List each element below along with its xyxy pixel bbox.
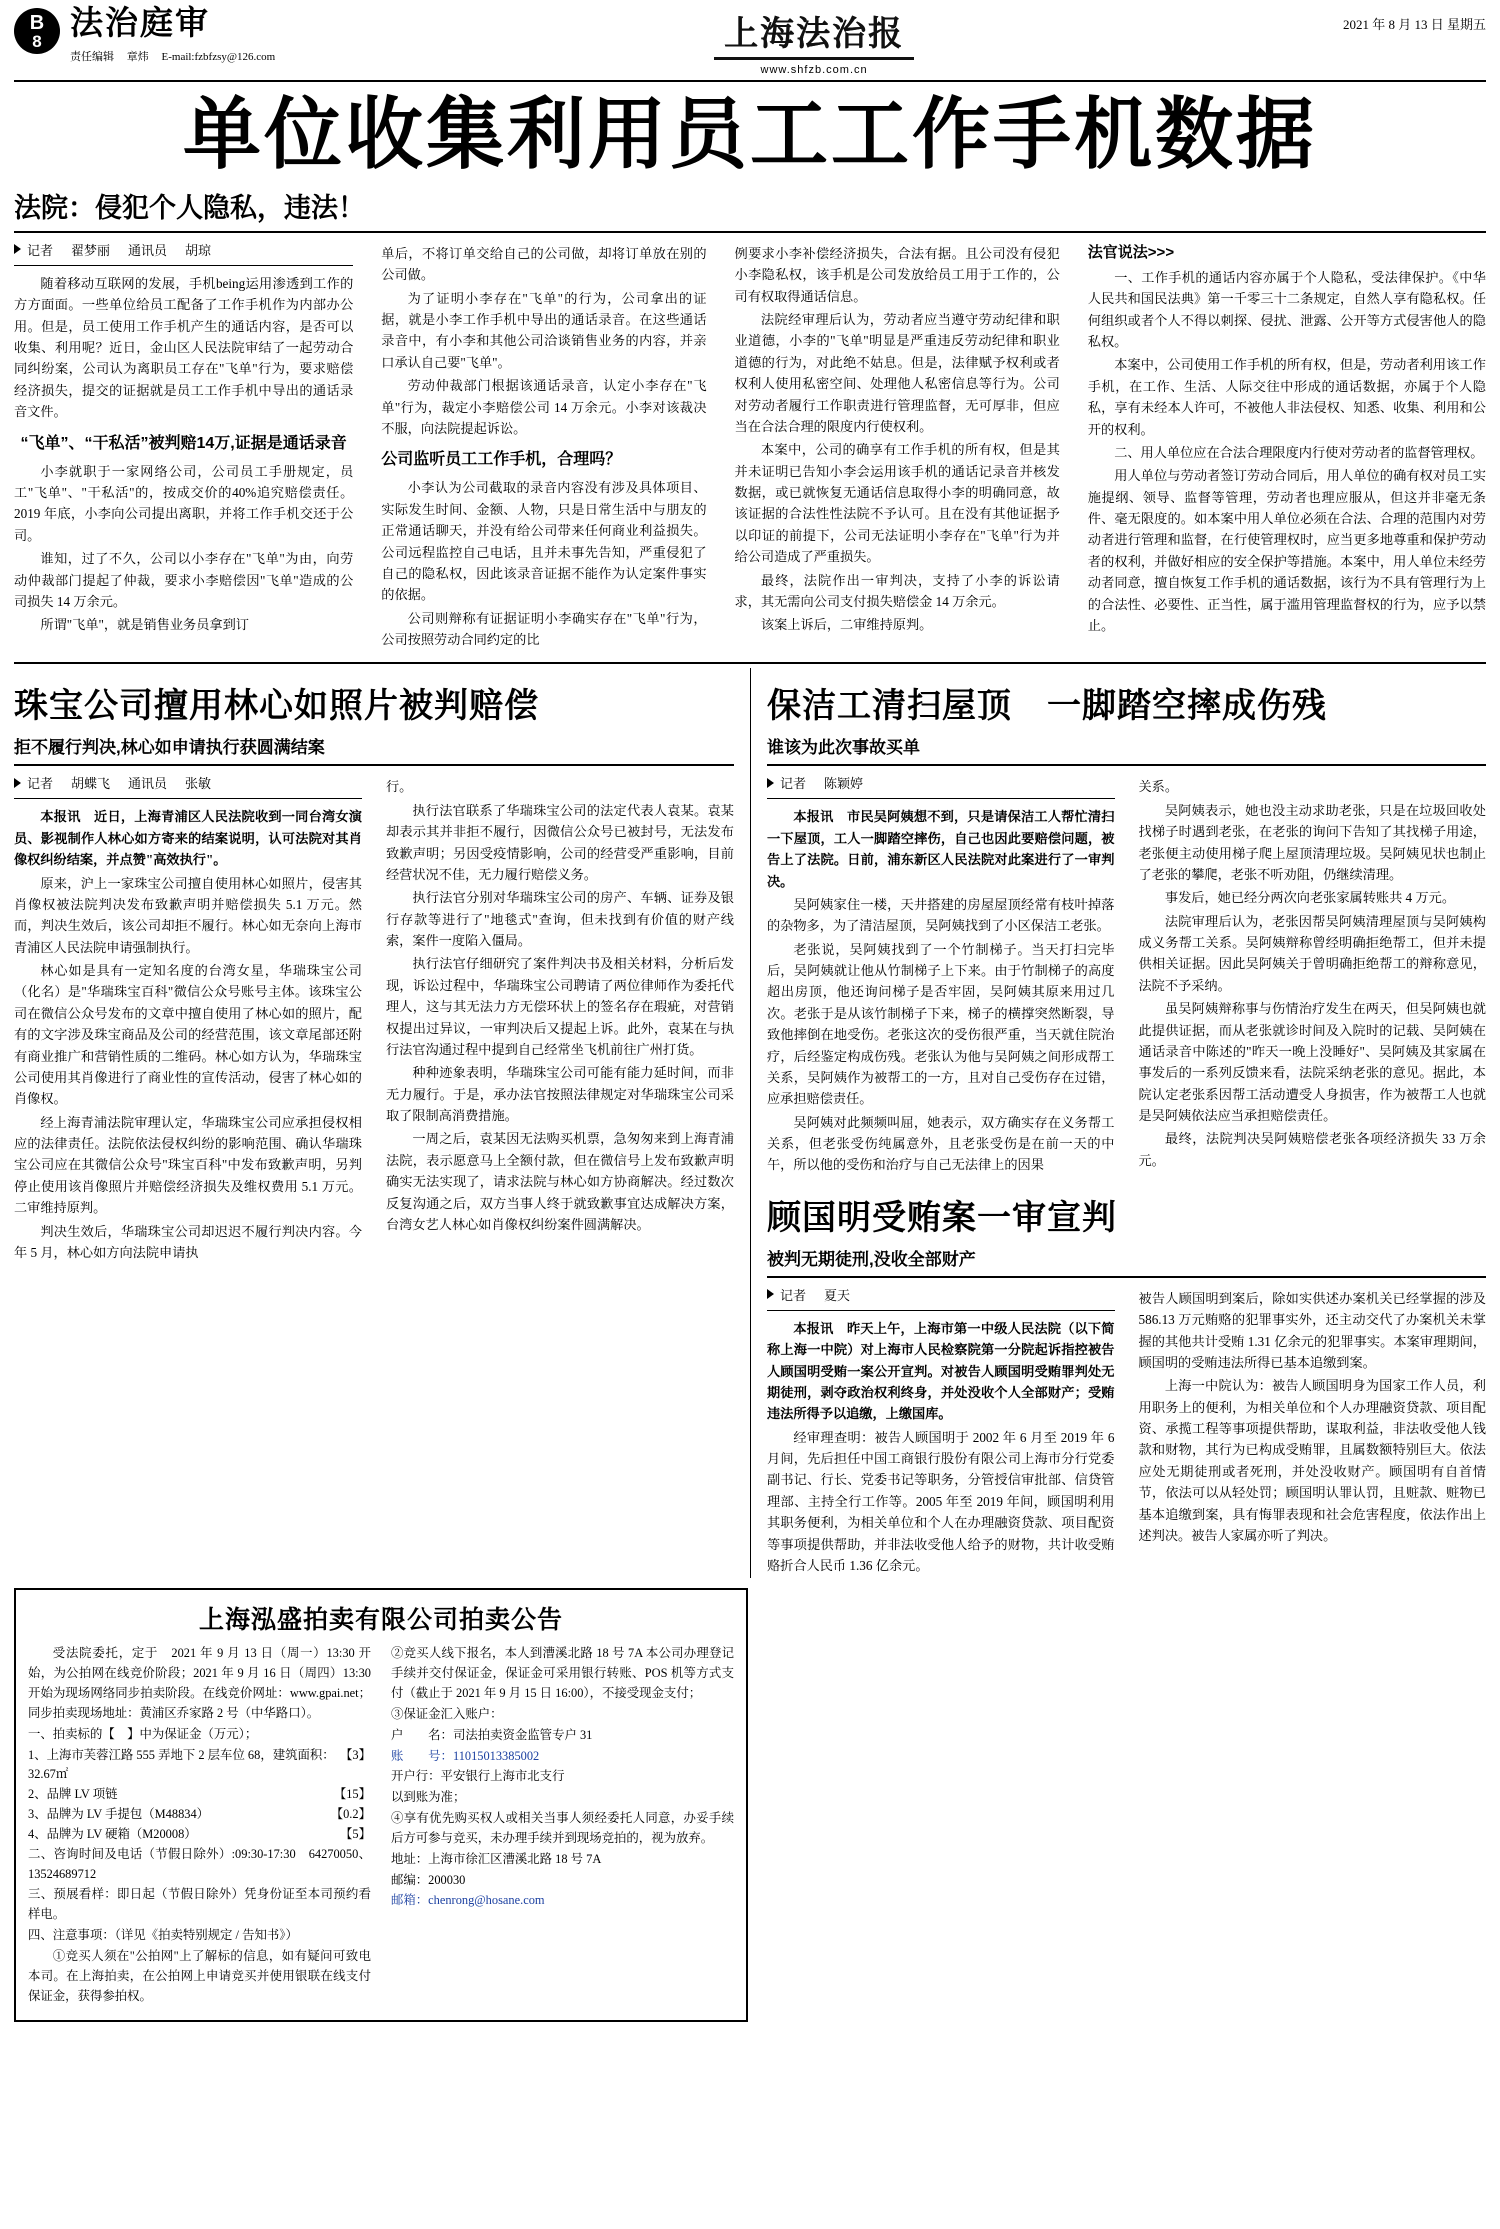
paragraph: 被告人顾国明到案后，除如实供述办案机关已经掌握的涉及 586.13 万元贿赂的犯罪事实外，还主动交代了办案机关未掌握的其他共计受贿 1.31 亿余元的犯罪事实。本案审理期间，顾国明的受贿违法所得已基本追缴到案。 bbox=[1138, 1290, 1486, 1370]
paragraph: 一、工作手机的通话内容亦属于个人隐私，受法律保护。《中华人民共和国民法典》第一千零三十二条规定，自然人享有隐私权。任何组织或者个人不得以刺探、侵扰、泄露、公开等方式侵害他人的隐私权。 bbox=[1087, 269, 1486, 350]
paragraph: 上海一中院认为：被告人顾国明身为国家工作人员，利用职务上的便利，为相关单位和个人办理融资贷款、项目配资、承揽工程等事项提供帮助，谋取利益，非法收受他人钱款和财物，其行为已构成受贿罪，且属数额特别巨大。依法应处无期徒刑或者死刑，并处没收财产。顾国明有自首情节，依法可以从轻处罚；顾国明认罪认罚，且赃款、赃物已基本追缴到案，具有悔罪表现和社会危害程度，依法作出上述判决。被告人家属亦听了判决。 bbox=[1138, 1378, 1486, 1543]
auction-postcode: 邮编：200030 bbox=[391, 1872, 466, 1887]
paragraph: 公司则辩称有证据证明小李确实存在"飞单"行为，公司按照劳动合同约定的比 bbox=[381, 610, 707, 648]
bottom-right-spacer bbox=[750, 1578, 1486, 2021]
byline-rule bbox=[14, 265, 353, 266]
auction-notice bbox=[14, 1588, 748, 2021]
right-half bbox=[750, 668, 1486, 1578]
auction-bank: 开户行：平安银行上海市北支行 bbox=[391, 1769, 565, 1784]
auction-item-text: 4、品牌为 LV 硬箱（M20008） bbox=[28, 1826, 197, 1841]
gu-columns bbox=[767, 1278, 1486, 1579]
auction-item bbox=[28, 1746, 371, 1786]
auction-columns bbox=[28, 1644, 734, 2007]
paragraph: 本报讯 近日，上海青浦区人民法院收到一同台湾女演员、影视制作人林心如方寄来的结案说明，认可法院对其肖像权纠纷结案，并点赞"高效执行"。 bbox=[14, 809, 362, 868]
lead-byline bbox=[14, 240, 353, 259]
badge-letter: B bbox=[29, 11, 45, 34]
jewelry-title: 珠宝公司擅用林心如照片被判赔偿 bbox=[14, 687, 539, 726]
paragraph: 原来，沪上一家珠宝公司擅自使用林心如照片，侵害其肖像权被法院判决发布致歉声明并赔偿损失 5.1 万元。然而，判决生效后，该公司却拒不履行。林心如无奈向上海市青浦区人民法院申请强制执行。 bbox=[14, 875, 362, 955]
lead-story-columns bbox=[0, 233, 1500, 653]
gu-byline bbox=[767, 1285, 1115, 1304]
byline-marker-icon bbox=[767, 778, 774, 788]
paragraph: 单后，不将订单交给自己的公司做，却将订单放在别的公司做。 bbox=[381, 245, 707, 283]
expert-section-title: 法官说法>>> bbox=[1087, 243, 1175, 261]
paragraph: 最终，法院作出一审判决，支持了小李的诉讼请求，其无需向公司支付损失赔偿金 14 万余元。 bbox=[734, 572, 1060, 609]
auction-item bbox=[28, 1825, 371, 1845]
cleaner-subtitle: 谁该为此次事故买单 bbox=[767, 738, 920, 758]
lead-col-4-expert bbox=[1074, 233, 1486, 653]
paragraph: 老张说，吴阿姨找到了一个竹制梯子。当天打扫完毕后，吴阿姨就让他从竹制梯子上下来。由于竹制梯子的高度超出房顶，他还询问梯子是否牢固，吴阿姨其原来用过几次。老张于是从该竹制梯子下来，梯子的横撑突然断裂，导致他摔倒在地受伤。老张这次的受伤很严重，当天就住院治疗，后经鉴定构成伤残。老张认为他与吴阿姨之间形成帮工关系，吴阿姨作为被帮工的一方，且对自己受伤存在过错，应承担赔偿责任。 bbox=[767, 941, 1115, 1107]
auction-note: ②竞买人线下报名，本人到漕溪北路 18 号 7A 本公司办理登记手续并交付保证金，保证金可采用银行转账、POS 机等方式支付（截止于 2021 年 9 月 15 日 16:00），不接受现金支付； bbox=[391, 1646, 734, 1701]
paragraph: 种种迹象表明，华瑞珠宝公司可能有能力延时间，而非无力履行。于是，承办法官按照法律规定对华瑞珠宝公司采取了限制高消费措施。 bbox=[386, 1065, 734, 1124]
auction-account-name: 户 名：司法拍卖资金监管专户 31 bbox=[391, 1727, 593, 1742]
paragraph: 执行法官仔细研究了案件判决书及相关材料，分析后发现，诉讼过程中，华瑞珠宝公司聘请了两位律师作为委托代理人，这与其无法力方无偿环状上的签名存在瑕疵，对营销权提出过异议，一审判决后又提起上诉。此外，袁某在与执行法官沟通过程中提到自己经常坐飞机前往广州打货。 bbox=[386, 956, 734, 1057]
paragraph: 为了证明小李存在"飞单"的行为，公司拿出的证据，就是小李工作手机中导出的通话录音。在这些通话录音中，有小李和其他公司洽谈销售业务的内容，并亲口承认自己要"飞单"。 bbox=[381, 290, 707, 370]
article-gu bbox=[767, 1190, 1486, 1579]
paragraph: 最终，法院判决吴阿姨赔偿老张各项经济损失 33 万余元。 bbox=[1138, 1131, 1486, 1168]
reporter-name: 胡蝶飞 bbox=[71, 776, 111, 792]
paragraph: 吴阿姨表示，她也没主动求助老张，只是在垃圾回收处找梯子时遇到老张，在老张的询问下告知了其找梯子用途，老张便主动使用梯子爬上屋顶清理垃圾。吴阿姨见状也制止了老张的攀爬，老张不听劝阻，仍继续清理。 bbox=[1138, 802, 1486, 882]
paragraph: 虽吴阿姨辩称事与伤情治疗发生在两天，但吴阿姨也就此提供证据，而从老张就诊时间及入院时的记载、吴阿姨在通话录音中陈述的"昨天一晚上没睡好"、吴阿姨及其家属在事发后的一系列反馈来看，法院采纳老张的意见。据此，本院认定老张系因帮工活动遭受人身损害，作为被帮工人也就是吴阿姨依法应当承担赔偿责任。 bbox=[1138, 1001, 1486, 1124]
issue-date: 2021 年 8 月 13 日 星期五 bbox=[1342, 17, 1486, 32]
section-title: 法治庭审 bbox=[70, 6, 210, 42]
lead-col-1 bbox=[14, 233, 367, 653]
correspondent-name: 张敏 bbox=[185, 776, 212, 792]
auction-item-text: 1、上海市芙蓉江路 555 弄地下 2 层车位 68，建筑面积：32.67㎡ bbox=[28, 1747, 335, 1782]
masthead-left bbox=[14, 6, 285, 64]
auction-note: ③保证金汇入账户： bbox=[391, 1706, 503, 1721]
auction-wrapper bbox=[14, 1578, 750, 2021]
jewelry-subtitle: 拒不履行判决,林心如申请执行获圆满结案 bbox=[14, 738, 325, 758]
paragraph: 该案上诉后，二审维持原判。 bbox=[760, 617, 933, 633]
reporter-name: 翟梦丽 bbox=[71, 242, 111, 258]
paragraph: 关系。 bbox=[1138, 779, 1179, 795]
auction-section-2-title: 二、咨询时间及电话（节假日除外）:09:30-17:30 64270050、13524689712 bbox=[28, 1846, 371, 1881]
auction-intro: 受法院委托，定于 2021 年 9 月 13 日（周一）13:30 开始，为公拍网在线竞价阶段；2021 年 9 月 16 日（周四）13:30 开始为现场网络同步拍卖阶段。在线竞价网址：www.gpai.net；同步拍卖现场地址：黄浦区乔家路 2 号（中华路口）。 bbox=[28, 1646, 371, 1720]
paragraph: 行。 bbox=[386, 779, 413, 795]
auction-item-deposit: 【5】 bbox=[340, 1826, 371, 1841]
auction-section-1-title: 一、拍卖标的【 】中为保证金（万元）； bbox=[28, 1726, 258, 1741]
auction-email: 邮箱：chenrong@hosane.com bbox=[391, 1893, 545, 1908]
lead-sub-section-title-2: 公司监听员工工作手机，合理吗？ bbox=[381, 451, 622, 469]
article-cleaner bbox=[767, 678, 1486, 1177]
jewelry-col-1 bbox=[14, 766, 374, 1265]
gu-col-2 bbox=[1127, 1278, 1487, 1579]
paragraph: 本案中，公司使用工作手机的所有权，但是，劳动者利用该工作手机，在工作、生活、人际交往中形成的通话数据，亦属于个人隐私，享有未经本人许可，不被他人非法侵权、知悉、收集、利用和公开的权利。 bbox=[1087, 357, 1486, 437]
paragraph: 小李认为公司截取的录音内容没有涉及具体项目、实际发生时间、金额、人物，只是日常生活中与朋友的正常通话聊天，并没有给公司带来任何商业利益损失。公司远程监控自己电话，且并未事先告知，严重侵犯了自己的隐私权，因此该录音证据不能作为认定案件事实的依据。 bbox=[381, 480, 707, 603]
lead-subhead: 法院：侵犯个人隐私，违法！ bbox=[14, 192, 365, 223]
byline-rule bbox=[767, 1310, 1115, 1311]
paragraph: 经审理查明：被告人顾国明于 2002 年 6 月至 2019 年 6 月间，先后担任中国工商银行股份有限公司上海市分行党委副书记、行长、党委书记等职务，分管授信审批部、信贷管理部、主持全行工作等。2005 年至 2019 年间，顾国明利用其职务便利，为相关单位和个人在办理融资贷款、项目配资等事项提供帮助，并非法收受他人给予的财物，共计收受贿赂折合人民币 1.36 亿余元。 bbox=[767, 1429, 1115, 1573]
reporter-label: 记者 bbox=[780, 776, 807, 792]
reporter-label: 记者 bbox=[27, 242, 54, 258]
auction-section-3-title: 三、预展看样：即日起（节假日除外）凭身份证至本司预约看样电。 bbox=[28, 1887, 371, 1922]
paragraph: 例要求小李补偿经济损失，合法有据。且公司没有侵犯小李隐私权，该手机是公司发放给员工用于工作的，公司有权取得通话信息。 bbox=[734, 245, 1060, 304]
auction-item-text: 3、品牌为 LV 手提包（M48834） bbox=[28, 1807, 210, 1822]
paragraph: 用人单位与劳动者签订劳动合同后，用人单位的确有权对员工实施提纲、领导、监督等管理，劳动者也理应服从，但这并非毫无条件、毫无限度的。如本案中用人单位必须在合法、合理的范围内对劳动者进行管理和监督，在行使管理权时，应当更多地尊重和保护劳动者的权利，并做好相应的安全保护等措施。本案中，用人单位未经劳动者同意，擅自恢复工作手机的通话数据，该行为不具有管理行为上的合法性、必要性、正当性，属于滥用管理监督权的行为，应予以禁止。 bbox=[1087, 468, 1486, 633]
lead-col-2 bbox=[367, 233, 720, 653]
gu-col-1 bbox=[767, 1278, 1127, 1579]
byline-rule bbox=[14, 798, 362, 799]
second-section bbox=[0, 664, 1500, 1578]
cleaner-col-2 bbox=[1127, 766, 1487, 1177]
cleaner-title: 保洁工清扫屋顶 一脚踏空摔成伤残 bbox=[767, 687, 1327, 726]
paragraph: 所谓"飞单"，就是销售业务员拿到订 bbox=[40, 617, 249, 633]
reporter-label: 记者 bbox=[27, 776, 54, 792]
lead-headline: 单位收集利用员工工作手机数据 bbox=[182, 90, 1317, 178]
paper-logo: 上海法治报 bbox=[714, 6, 914, 60]
jewelry-byline bbox=[14, 773, 362, 792]
editor-name: 章炜 bbox=[126, 51, 149, 64]
paragraph: 本报讯 市民吴阿姨想不到，只是请保洁工人帮忙清扫一下屋顶，工人一脚踏空摔伤，自己也因此要赔偿问题，被告上了法院。日前，浦东新区人民法院对此案进行了一审判决。 bbox=[767, 809, 1115, 889]
paragraph: 执行法官联系了华瑞珠宝公司的法定代表人袁某。袁某却表示其并非拒不履行，因微信公众号已被封号，无法发布致歉声明；另因受疫情影响，公司的经营受严重影响，目前经营状况不佳，无力履行赔偿义务。 bbox=[386, 802, 734, 882]
byline-marker-icon bbox=[767, 1289, 774, 1299]
auction-section-4-title: 四、注意事项：（详见《拍卖特别规定 / 告知书》） bbox=[28, 1928, 298, 1943]
cleaner-columns bbox=[767, 766, 1486, 1177]
editor-email: E-mail:fzbfzsy@126.com bbox=[161, 51, 276, 64]
auction-col-right bbox=[381, 1644, 734, 2007]
lead-sub-section-title-1: “飞单”、“干私活”被判赔14万,证据是通话录音 bbox=[20, 434, 347, 452]
section-titleblock bbox=[70, 6, 285, 64]
auction-item-deposit: 【15】 bbox=[333, 1787, 371, 1802]
reporter-name: 夏天 bbox=[824, 1287, 851, 1303]
paragraph: 本报讯 昨天上午，上海市第一中级人民法院（以下简称上海一中院）对上海市人民检察院第一分院起诉指控被告人顾国明受贿一案公开宣判。对被告人顾国明受贿罪判处无期徒刑，剥夺政治权利终身，并处没收个人全部财产；受贿违法所得予以追缴，上缴国库。 bbox=[767, 1320, 1115, 1422]
gu-title: 顾国明受贿案一审宣判 bbox=[767, 1198, 1117, 1237]
paragraph: 吴阿姨家住一楼，天井搭建的房屋屋顶经常有枝叶掉落的杂物多，为了清洁屋顶，吴阿姨找到了小区保洁工老张。 bbox=[767, 896, 1115, 934]
jewelry-col-2 bbox=[374, 766, 734, 1265]
paragraph: 劳动仲裁部门根据该通话录音，认定小李存在"飞单"行为，裁定小李赔偿公司 14 万余元。小李对该裁决不服，向法院提起诉讼。 bbox=[381, 378, 707, 436]
paragraph: 法院经审理后认为，劳动者应当遵守劳动纪律和职业道德，小李的"飞单"明显是严重违反劳动纪律和职业道德的行为，对此绝不姑息。但是，法律赋予权利或者权利人使用私密空间、处理他人私密信息等行为。公司对劳动者履行工作职责进行管理监督，无可厚非，但应当在合法合理的限度内行使权利。 bbox=[734, 312, 1060, 434]
paper-website: www.shfzb.com.cn bbox=[760, 64, 868, 76]
reporter-name: 陈颖婷 bbox=[824, 776, 864, 792]
paragraph: 经上海青浦法院审理认定，华瑞珠宝公司应承担侵权相应的法律责任。法院依法侵权纠纷的影响范围、确认华瑞珠宝公司应在其微信公众号"珠宝百科"中发布致歉声明，另判停止使用该肖像照片并赔偿经济损失及维权费用 5.1 万元。二审维持原判。 bbox=[14, 1114, 362, 1216]
paragraph: 执行法官分别对华瑞珠宝公司的房产、车辆、证券及银行存款等进行了"地毯式"查询，但未找到有价值的财产线索，案件一度陷入僵局。 bbox=[386, 890, 734, 949]
auction-item-deposit: 【3】 bbox=[340, 1747, 371, 1762]
badge-number: 8 bbox=[32, 31, 42, 51]
reporter-label: 记者 bbox=[780, 1287, 807, 1303]
paragraph: 谁知，过了不久，公司以小李存在"飞单"为由，向劳动仲裁部门提起了仲裁，要求小李赔偿因"飞单"造成的公司损失 14 万余元。 bbox=[14, 551, 354, 609]
paragraph: 二、用人单位应在合法合理限度内行使对劳动者的监督管理权。 bbox=[1114, 444, 1484, 460]
paragraph: 判决生效后，华瑞珠宝公司却迟迟不履行判决内容。今年 5 月，林心如方向法院申请执 bbox=[14, 1223, 362, 1260]
auction-account-number: 账 号：11015013385002 bbox=[391, 1748, 540, 1763]
auction-title: 上海泓盛拍卖有限公司拍卖公告 bbox=[198, 1606, 563, 1635]
byline-marker-icon bbox=[14, 244, 21, 254]
correspondent-name: 胡琼 bbox=[185, 242, 212, 258]
editor-label: 责任编辑 bbox=[70, 51, 114, 64]
paragraph: 吴阿姨对此频频叫屈，她表示，双方确实存在义务帮工关系，但老张受伤纯属意外，且老张受伤是在前一天的中午，所以他的受伤和治疗与自己无法律上的因果 bbox=[767, 1114, 1115, 1173]
bottom-row bbox=[0, 1578, 1500, 2021]
byline-marker-icon bbox=[14, 778, 21, 788]
auction-note: ④享有优先购买权人或相关当事人须经委托人同意，办妥手续后方可参与竞买，未办理手续并到现场竞拍的，视为放弃。 bbox=[391, 1811, 734, 1845]
correspondent-label: 通讯员 bbox=[128, 776, 168, 792]
byline-rule bbox=[767, 798, 1115, 799]
section-badge bbox=[14, 8, 60, 54]
paragraph: 法院审理后认为，老张因帮吴阿姨清理屋顶与吴阿姨构成义务帮工关系。吴阿姨辩称曾经明确拒绝帮工，但并未提供相关证据。因此吴阿姨关于曾明确拒绝帮工的辩称意见，法院不予采纳。 bbox=[1138, 913, 1486, 993]
auction-item-text: 2、品牌 LV 项链 bbox=[28, 1787, 118, 1802]
cleaner-col-1 bbox=[767, 766, 1127, 1177]
masthead-rule bbox=[14, 80, 1486, 82]
auction-note: ①竞买人须在"公拍网"上了解标的信息，如有疑问可致电本司。在上海拍卖，在公拍网上申请竞买并使用银联在线支付保证金，获得参拍权。 bbox=[28, 1948, 371, 2003]
paragraph: 林心如是具有一定知名度的台湾女星，华瑞珠宝公司（化名）是"华瑞珠宝百科"微信公众号账号主体。该珠宝公司在微信公众号发布的文章中擅自使用了林心如的照片，配有的文字涉及珠宝商品及公司的经营范围，该文章尾部还附有商业推广和营销性质的二维码。林心如方认为，华瑞珠宝公司使用其肖像进行了商业性的宣传活动，侵害了林心如的肖像权。 bbox=[14, 963, 362, 1107]
auction-item bbox=[28, 1785, 371, 1805]
jewelry-columns bbox=[14, 766, 734, 1265]
masthead-center bbox=[285, 6, 1343, 76]
gu-subtitle: 被判无期徒刑,没收全部财产 bbox=[767, 1249, 976, 1269]
paragraph: 事发后，她已经分两次向老张家属转账共 4 万元。 bbox=[1164, 890, 1456, 906]
auction-note: 以到账为准； bbox=[391, 1790, 466, 1805]
auction-item-deposit: 【0.2】 bbox=[330, 1807, 371, 1822]
auction-item bbox=[28, 1805, 371, 1825]
auction-col-left bbox=[28, 1644, 381, 2007]
cleaner-byline bbox=[767, 773, 1115, 792]
paragraph: 小李就职于一家网络公司，公司员工手册规定，员工"飞单"、"干私活"的，按成交价的40%追究赔偿责任。2019 年底，小李向公司提出离职，并将工作手机交还于公司。 bbox=[14, 463, 354, 543]
paragraph: 随着移动互联网的发展，手机being运用渗透到工作的方方面面。一些单位给员工配备了工作手机作为内部办公用。但是，员工使用工作手机产生的通话内容，是否可以收集、利用呢？近日，金山区人民法院审结了一起劳动合同纠纷案，公司认为离职员工存在"飞单"行为，要求赔偿经济损失，提交的证据就是员工工作手机中导出的通话录音文件。 bbox=[14, 275, 354, 420]
auction-address: 地址：上海市徐汇区漕溪北路 18 号 7A bbox=[391, 1851, 602, 1866]
masthead bbox=[0, 0, 1500, 76]
paragraph: 一周之后，袁某因无法购买机票，急匆匆来到上海青浦法院，表示愿意马上全额付款，但在微信号上发布致歉声明确实无法实现了，请求法院与林心如方协商解决。经过数次反复沟通之后，双方当事人终于就致歉事宜达成解决方案，台湾女艺人林心如肖像权纠纷案件圆满解决。 bbox=[386, 1131, 734, 1232]
article-jewelry bbox=[14, 668, 750, 1578]
correspondent-label: 通讯员 bbox=[128, 242, 168, 258]
lead-col-3 bbox=[721, 233, 1074, 653]
editor-line bbox=[70, 48, 285, 64]
paragraph: 本案中，公司的确享有工作手机的所有权，但是其并未证明已告知小李会运用该手机的通话记录音并核发数据，或已就恢复无通话信息取得小李的明确同意，故该证据的合法性性法院不予认可。且在没有其他证据予以印证的前提下，公司无法证明小李存在"飞单"行为并给公司造成了严重损失。 bbox=[734, 442, 1060, 565]
